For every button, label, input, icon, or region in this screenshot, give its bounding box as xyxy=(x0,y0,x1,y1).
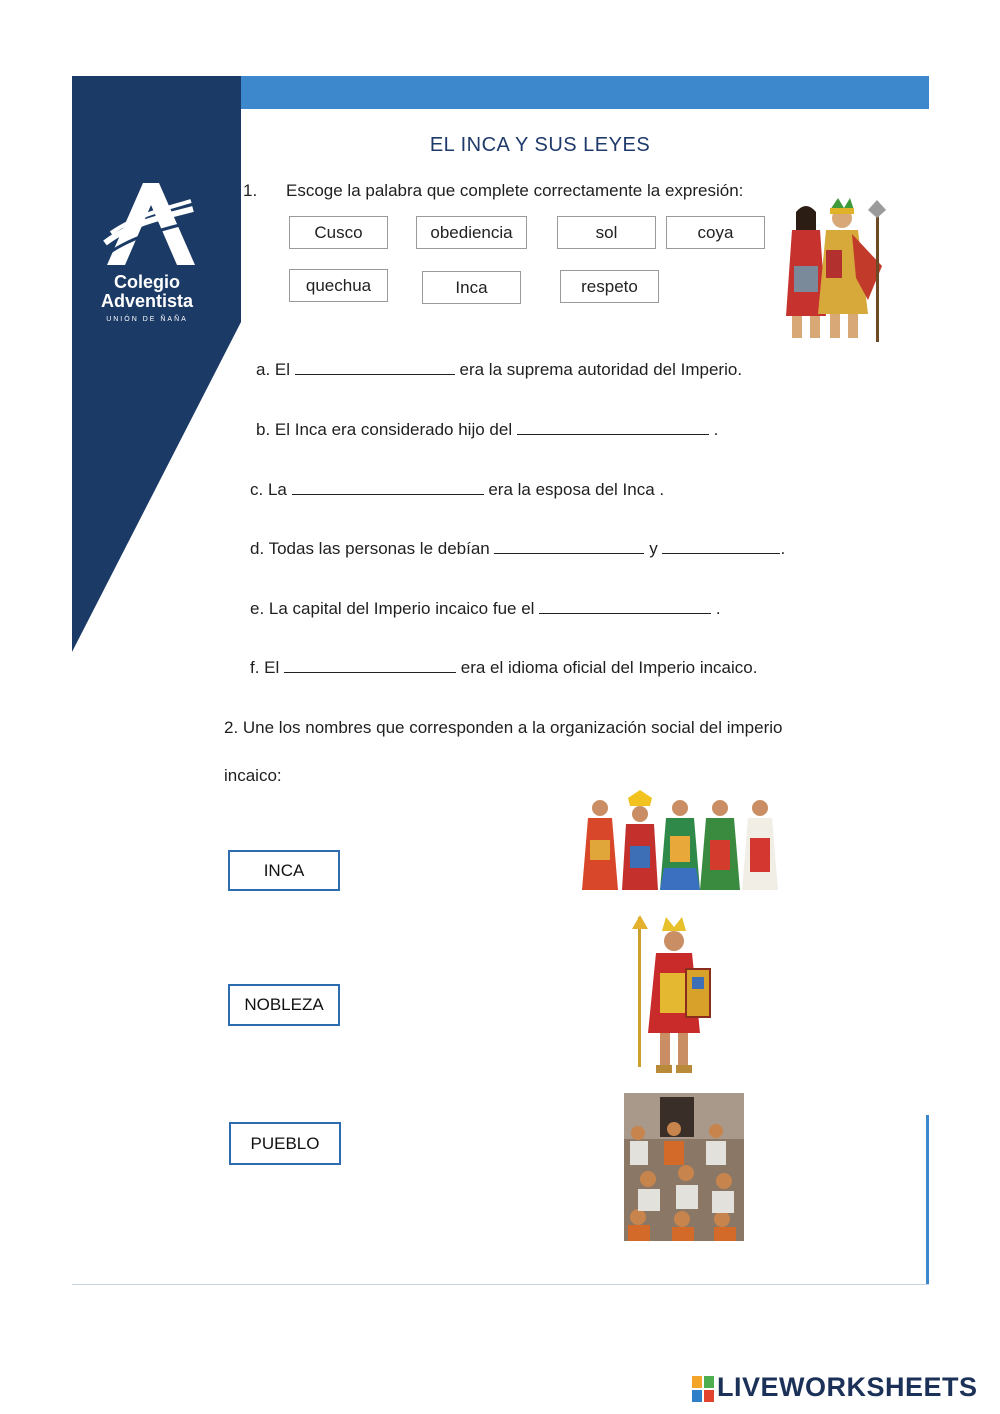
sentence-a-start: a. El xyxy=(256,360,291,379)
inca-couple-illustration xyxy=(772,196,894,346)
category-inca[interactable]: INCA xyxy=(228,850,340,891)
blank-f[interactable] xyxy=(284,658,456,673)
blank-b[interactable] xyxy=(517,420,709,435)
word-inca[interactable]: Inca xyxy=(422,271,521,304)
category-nobleza[interactable]: NOBLEZA xyxy=(228,984,340,1026)
sentence-d xyxy=(250,539,785,559)
school-name-line2: Adventista xyxy=(100,291,194,311)
blank-e[interactable] xyxy=(539,599,711,614)
sentence-d-end: . xyxy=(780,539,786,558)
sentence-a-end: era la suprema autoridad del Imperio. xyxy=(459,360,743,379)
blank-a[interactable] xyxy=(295,360,455,375)
q2-instruction-line1: 2. Une los nombres que corresponden a la organización social del imperio xyxy=(224,718,783,737)
word-sol[interactable]: sol xyxy=(557,216,656,249)
page-border-bottom xyxy=(72,1284,929,1285)
word-coya[interactable]: coya xyxy=(666,216,765,249)
page-border-right xyxy=(926,1115,929,1285)
page-title: EL INCA Y SUS LEYES xyxy=(429,134,651,156)
blank-d1[interactable] xyxy=(494,539,644,554)
sentence-e-start: e. La capital del Imperio incaico fue el xyxy=(250,599,535,618)
sentence-a xyxy=(256,360,742,380)
blank-d2[interactable] xyxy=(662,539,780,554)
sentence-f-start: f. El xyxy=(250,658,280,677)
nobility-group-image[interactable] xyxy=(580,790,782,892)
sentence-c-end: era la esposa del Inca . xyxy=(488,480,665,499)
q1-number: 1. xyxy=(243,181,258,200)
sentence-b-end: . xyxy=(713,420,719,439)
school-subtitle: UNIÓN DE ÑAÑA xyxy=(106,316,188,323)
sentence-f xyxy=(250,658,757,678)
sentence-f-end: era el idioma oficial del Imperio incaico. xyxy=(460,658,758,677)
sentence-e-end: . xyxy=(715,599,721,618)
word-quechua[interactable]: quechua xyxy=(289,269,388,302)
word-cusco[interactable]: Cusco xyxy=(289,216,388,249)
sentence-c-start: c. La xyxy=(250,480,287,499)
q1-instruction: Escoge la palabra que complete correctamente la expresión: xyxy=(286,181,744,200)
blank-c[interactable] xyxy=(292,480,484,495)
sentence-d-mid: y xyxy=(649,539,658,558)
word-respeto[interactable]: respeto xyxy=(560,270,659,303)
liveworksheets-brand[interactable]: LIVEWORKSHEETS xyxy=(717,1372,978,1402)
header-bar xyxy=(240,76,929,109)
inca-emperor-image[interactable] xyxy=(630,913,716,1079)
sentence-b xyxy=(256,420,718,440)
sentence-e xyxy=(250,599,721,619)
school-logo-icon xyxy=(103,183,197,267)
people-scene-image[interactable] xyxy=(624,1093,744,1241)
category-pueblo[interactable]: PUEBLO xyxy=(229,1122,341,1165)
q2-instruction-line2: incaico: xyxy=(224,766,282,785)
word-obediencia[interactable]: obediencia xyxy=(416,216,527,249)
sentence-b-start: b. El Inca era considerado hijo del xyxy=(256,420,513,439)
sentence-d-start: d. Todas las personas le debían xyxy=(250,539,490,558)
school-banner xyxy=(72,76,241,652)
liveworksheets-logo-icon xyxy=(692,1376,714,1402)
sentence-c xyxy=(250,480,664,500)
school-name-line1: Colegio xyxy=(114,272,180,292)
